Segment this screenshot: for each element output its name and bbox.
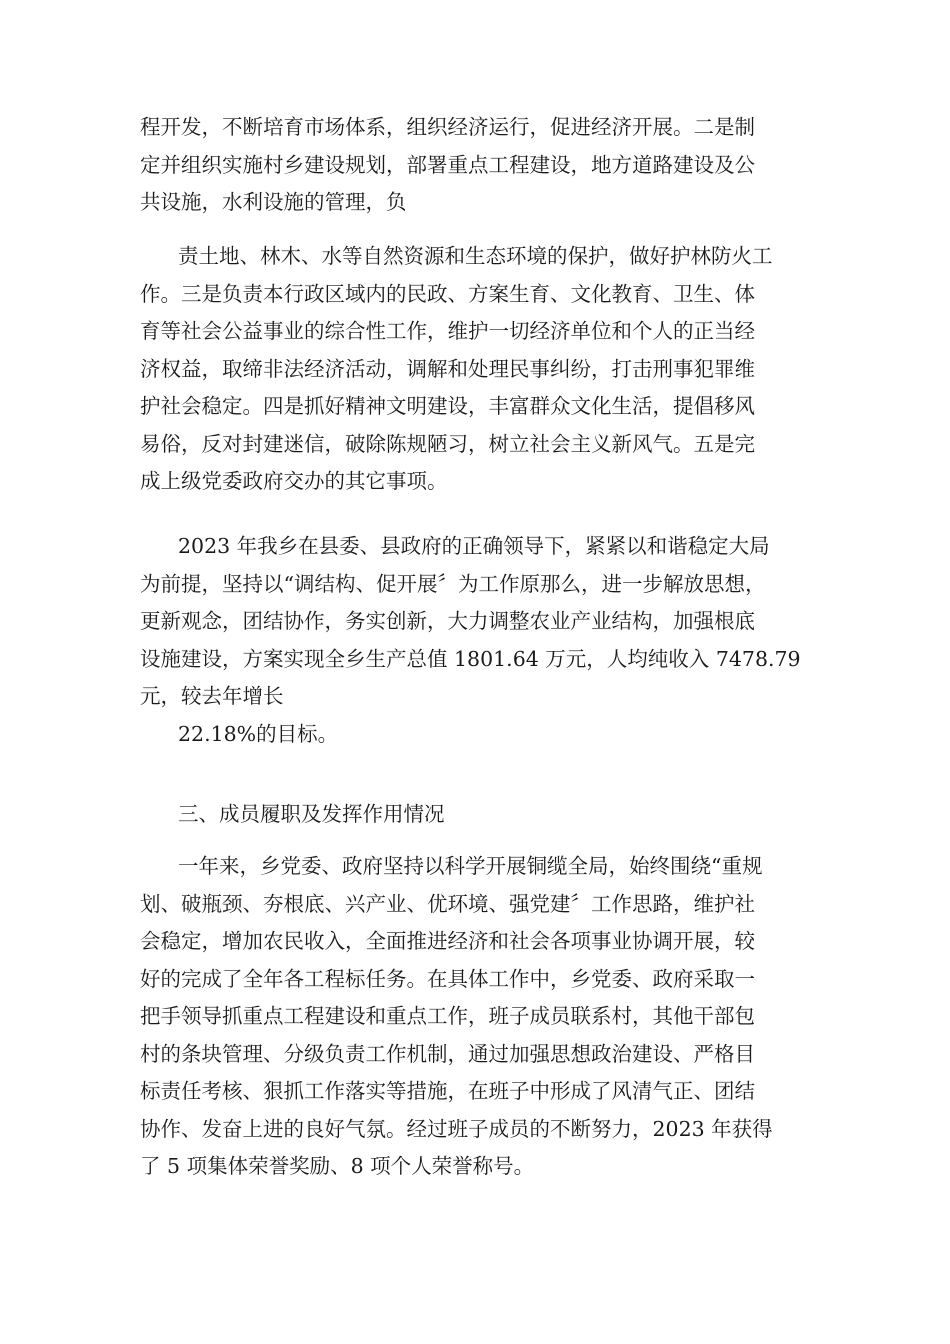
text-line: 22.18%的目标。 — [178, 722, 339, 746]
text-line: 会稳定，增加农民收入，全面推进经济和社会各项事业协调开展，较 — [140, 929, 755, 953]
text-line: 设施建设，方案实现全乡生产总值 1801.64 万元，人均纯收入 7478.79 — [140, 646, 801, 671]
text-line: 村的条块管理、分级负责工作机制，通过加强思想政治建设、严格目 — [140, 1041, 755, 1066]
text-line: 为前提，坚持以“调结构、促开展〞为工作原那么，进一步解放思想， — [140, 571, 766, 596]
text-line: 标责任考核、狠抓工作落实等措施，在班子中形成了风清气正、团结 — [140, 1079, 755, 1103]
text-line: 了 5 项集体荣誉奖励、8 项个人荣誉称号。 — [140, 1154, 535, 1178]
text-line: 好的完成了全年各工程标任务。在具体工作中，乡党委、政府采取一 — [140, 966, 755, 991]
text-line: 共设施，水利设施的管理，负 — [140, 190, 407, 214]
paragraph-continuation-1 — [140, 109, 812, 222]
text-line: 作。三是负责本行政区域内的民政、方案生育、文化教育、卫生、体 — [140, 281, 755, 306]
text-line: 更新观念，团结协作，务实创新，大力调整农业产业结构，加强根底 — [140, 609, 755, 633]
text-line: 定并组织实施村乡建设规划，部署重点工程建设，地方道路建设及公 — [140, 152, 755, 177]
text-line: 协作、发奋上进的良好气氛。经过班子成员的不断努力，2023 年获得 — [140, 1116, 773, 1141]
text-line: 元，较去年增长 — [140, 684, 284, 708]
text-line: 一年来，乡党委、政府坚持以科学开展铜缆全局，始终围绕“重规 — [178, 854, 763, 878]
text-line: 程开发，不断培育市场体系，组织经济运行，促进经济开展。二是制 — [140, 115, 755, 139]
text-line: 易俗，反对封建迷信，破除陈规陋习，树立社会主义新风气。五是完 — [140, 431, 755, 456]
paragraph-duties — [140, 238, 812, 501]
text-line: 济权益，取缔非法经济活动，调解和处理民事纠纷，打击刑事犯罪维 — [140, 356, 755, 381]
section-heading-3 — [140, 796, 812, 834]
text-line: 2023 年我乡在县委、县政府的正确领导下，紧紧以和谐稳定大局 — [178, 534, 770, 558]
text-line: 育等社会公益事业的综合性工作，维护一切经济单位和个人的正当经 — [140, 319, 755, 343]
text-line: 成上级党委政府交办的其它事项。 — [140, 469, 448, 493]
paragraph-2023-goals — [140, 528, 812, 716]
paragraph-performance — [140, 848, 812, 1186]
text-line: 责土地、林木、水等自然资源和生态环境的保护，做好护林防火工 — [178, 244, 773, 268]
paragraph-target-rate — [140, 716, 812, 754]
section-heading-text: 三、成员履职及发挥作用情况 — [178, 802, 445, 826]
text-line: 护社会稳定。四是抓好精神文明建设，丰富群众文化生活，提倡移风 — [140, 394, 755, 418]
text-line: 划、破瓶颈、夯根底、兴产业、优环境、强党建〞工作思路，维护社 — [140, 891, 755, 916]
text-line: 把手领导抓重点工程建设和重点工作，班子成员联系村，其他干部包 — [140, 1004, 755, 1028]
